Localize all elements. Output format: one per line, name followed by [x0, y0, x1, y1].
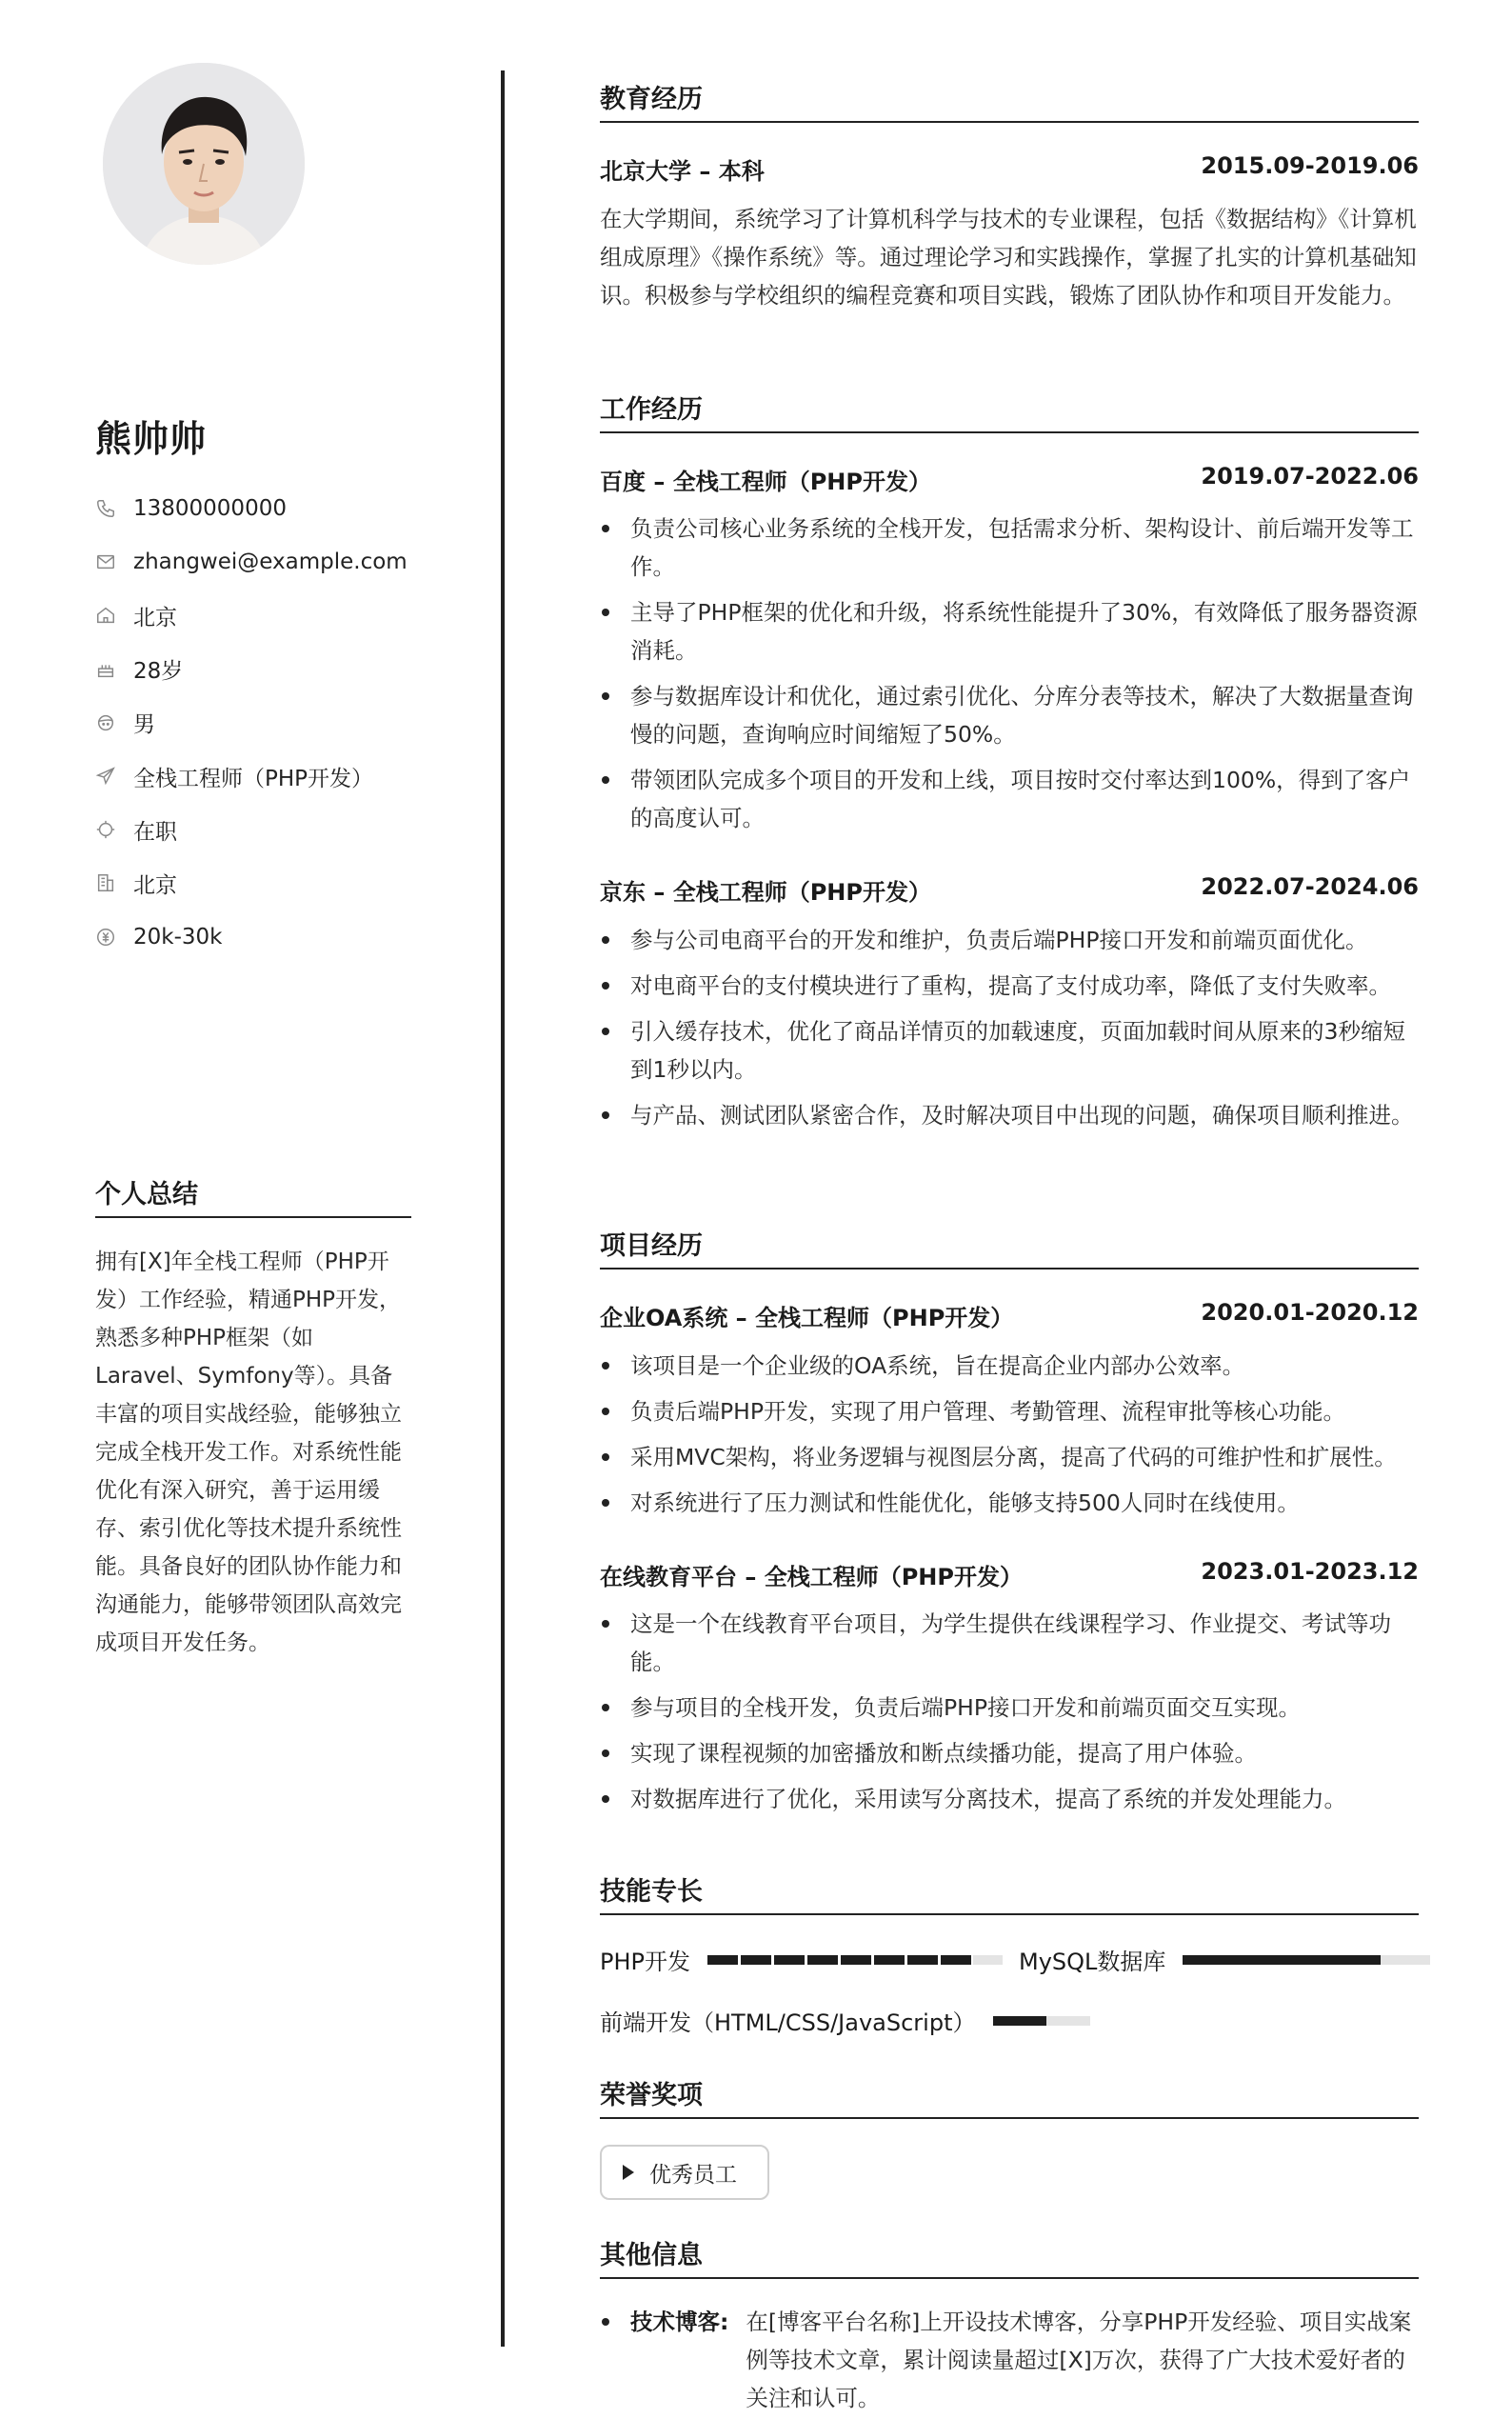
- cake-icon: [95, 659, 116, 680]
- info-text: 20k-30k: [133, 924, 223, 950]
- skill-level-fill: [993, 2016, 1046, 2026]
- send-icon: [95, 766, 116, 787]
- job-bullets: [600, 921, 1419, 1142]
- skill-label: PHP开发: [600, 1949, 690, 1975]
- column-divider: [501, 70, 505, 2347]
- building-icon: [95, 872, 116, 893]
- info-text: zhangwei@example.com: [133, 550, 408, 575]
- mail-icon: [95, 551, 116, 572]
- info-text: 28岁: [133, 659, 184, 685]
- honor-chip[interactable]: [600, 2145, 769, 2200]
- salary-icon: [95, 927, 116, 948]
- job-header: [600, 463, 1419, 496]
- other-info-label: 技术博客:: [630, 2309, 729, 2335]
- project-title: 在线教育平台 – 全栈工程师（PHP开发）: [600, 1564, 1023, 1590]
- list-item: 与产品、测试团队紧密合作，及时解决项目中出现的问题，确保项目顺利推进。: [600, 1096, 1419, 1134]
- list-item: 对数据库进行了优化，采用读写分离技术，提高了系统的并发处理能力。: [600, 1780, 1419, 1818]
- project-bullets: [600, 1347, 1419, 1529]
- other-info-text: 在[博客平台名称]上开设技术博客，分享PHP开发经验、项目实战案例等技术文章，累计阅读量超过[X]万次，获得了广大技术爱好者的关注和认可。: [746, 2309, 1412, 2411]
- info-item-city: [95, 856, 419, 910]
- skill-label: 前端开发（HTML/CSS/JavaScript）: [600, 2009, 976, 2036]
- list-item: 带领团队完成多个项目的开发和上线，项目按时交付率达到100%，得到了客户的高度认可。: [600, 761, 1419, 837]
- list-item: 这是一个在线教育平台项目，为学生提供在线课程学习、作业提交、考试等功能。: [600, 1605, 1419, 1681]
- list-item: 主导了PHP框架的优化和升级，将系统性能提升了30%，有效降低了服务器资源消耗。: [600, 593, 1419, 670]
- job-title: 京东 – 全栈工程师（PHP开发）: [600, 879, 931, 906]
- skill-level-fill: [1183, 1955, 1381, 1965]
- info-item-salary: [95, 910, 419, 964]
- list-item: 负责后端PHP开发，实现了用户管理、考勤管理、流程审批等核心功能。: [600, 1392, 1419, 1430]
- list-item: 该项目是一个企业级的OA系统，旨在提高企业内部办公效率。: [600, 1347, 1419, 1385]
- skill-level-bar: [993, 2016, 1090, 2026]
- project-header: [600, 1299, 1419, 1332]
- skill-item: [600, 1943, 1003, 1976]
- job-date: 2022.07-2024.06: [1201, 873, 1419, 900]
- phone-icon: [95, 498, 116, 519]
- skill-item: [1019, 1943, 1430, 1976]
- honor-label: 优秀员工: [649, 2162, 737, 2188]
- list-item: 参与数据库设计和优化，通过索引优化、分库分表等技术，解决了大数据量查询慢的问题，查询响应时间缩短了50%。: [600, 677, 1419, 753]
- info-item-phone: [95, 482, 419, 535]
- candidate-name: 熊帅帅: [95, 418, 208, 460]
- other-info-heading: 其他信息: [600, 2234, 1419, 2279]
- education-date: 2015.09-2019.06: [1201, 152, 1419, 179]
- list-item: 参与公司电商平台的开发和维护，负责后端PHP接口开发和前端页面优化。: [600, 921, 1419, 959]
- list-item: 实现了课程视频的加密播放和断点续播功能，提高了用户体验。: [600, 1734, 1419, 1772]
- project-date: 2020.01-2020.12: [1201, 1299, 1419, 1326]
- project-date: 2023.01-2023.12: [1201, 1558, 1419, 1585]
- info-item-status: [95, 803, 419, 856]
- info-text: 13800000000: [133, 496, 287, 522]
- skill-level-bar: [1183, 1955, 1430, 1965]
- info-item-gender: [95, 696, 419, 750]
- info-item-position: [95, 750, 419, 803]
- project-bullets: [600, 1605, 1419, 1826]
- home-icon: [95, 605, 116, 626]
- job-date: 2019.07-2022.06: [1201, 463, 1419, 490]
- education-heading: 教育经历: [600, 78, 1419, 123]
- skill-label: MySQL数据库: [1019, 1949, 1166, 1975]
- education-description: 在大学期间，系统学习了计算机科学与技术的专业课程，包括《数据结构》《计算机组成原理》《操作系统》等。通过理论学习和实践操作，掌握了扎实的计算机基础知识。积极参与学校组织的编程竞赛和项目实践，锻炼了团队协作和项目开发能力。: [600, 206, 1417, 309]
- project-header: [600, 1558, 1419, 1591]
- status-icon: [95, 819, 116, 840]
- work-heading: 工作经历: [600, 389, 1419, 433]
- info-text: 男: [133, 712, 155, 738]
- education-entry-header: [600, 152, 1419, 186]
- job-bullets: [600, 510, 1419, 845]
- skill-level-bar: [707, 1955, 1003, 1965]
- job-title: 百度 – 全栈工程师（PHP开发）: [600, 469, 931, 495]
- list-item: 引入缓存技术，优化了商品详情页的加载速度，页面加载时间从原来的3秒缩短到1秒以内。: [600, 1012, 1419, 1089]
- job-header: [600, 873, 1419, 907]
- avatar: [103, 63, 305, 265]
- play-icon: [623, 2165, 634, 2180]
- list-item: 参与项目的全栈开发，负责后端PHP接口开发和前端页面交互实现。: [600, 1689, 1419, 1727]
- projects-heading: 项目经历: [600, 1225, 1419, 1269]
- skills-heading: 技能专长: [600, 1870, 1419, 1915]
- info-item-email: [95, 535, 419, 589]
- info-item-age: [95, 643, 419, 696]
- info-text: 北京: [133, 872, 177, 898]
- contact-info-list: [95, 482, 419, 964]
- project-title: 企业OA系统 – 全栈工程师（PHP开发）: [600, 1305, 1014, 1331]
- info-text: 在职: [133, 819, 177, 845]
- avatar-portrait: [103, 63, 305, 265]
- info-text: 北京: [133, 605, 177, 630]
- gender-icon: [95, 712, 116, 733]
- list-item: 对系统进行了压力测试和性能优化，能够支持500人同时在线使用。: [600, 1484, 1419, 1522]
- list-item: 对电商平台的支付模块进行了重构，提高了支付成功率，降低了支付失败率。: [600, 967, 1419, 1005]
- skill-level-fill: [707, 1955, 973, 1965]
- info-text: 全栈工程师（PHP开发）: [133, 766, 374, 791]
- honors-heading: 荣誉奖项: [600, 2074, 1419, 2119]
- school-name: 北京大学 – 本科: [600, 158, 765, 185]
- other-info-item: [600, 2303, 1419, 2417]
- summary-text: 拥有[X]年全栈工程师（PHP开发）工作经验，精通PHP开发，熟悉多种PHP框架（如Laravel、Symfony等）。具备丰富的项目实战经验，能够独立完成全栈开发工作。对系统性能优化有深入研究，善于运用缓存、索引优化等技术提升系统性能。具备良好的团队协作能力和沟通能力，能够带领团队高效完成项目开发任务。: [95, 1249, 402, 1655]
- bullet-dot: [602, 2318, 609, 2326]
- list-item: 采用MVC架构，将业务逻辑与视图层分离，提高了代码的可维护性和扩展性。: [600, 1438, 1419, 1476]
- summary-heading: 个人总结: [95, 1173, 411, 1218]
- list-item: 负责公司核心业务系统的全栈开发，包括需求分析、架构设计、前后端开发等工作。: [600, 510, 1419, 586]
- info-item-location: [95, 589, 419, 642]
- skill-item: [600, 2004, 1090, 2037]
